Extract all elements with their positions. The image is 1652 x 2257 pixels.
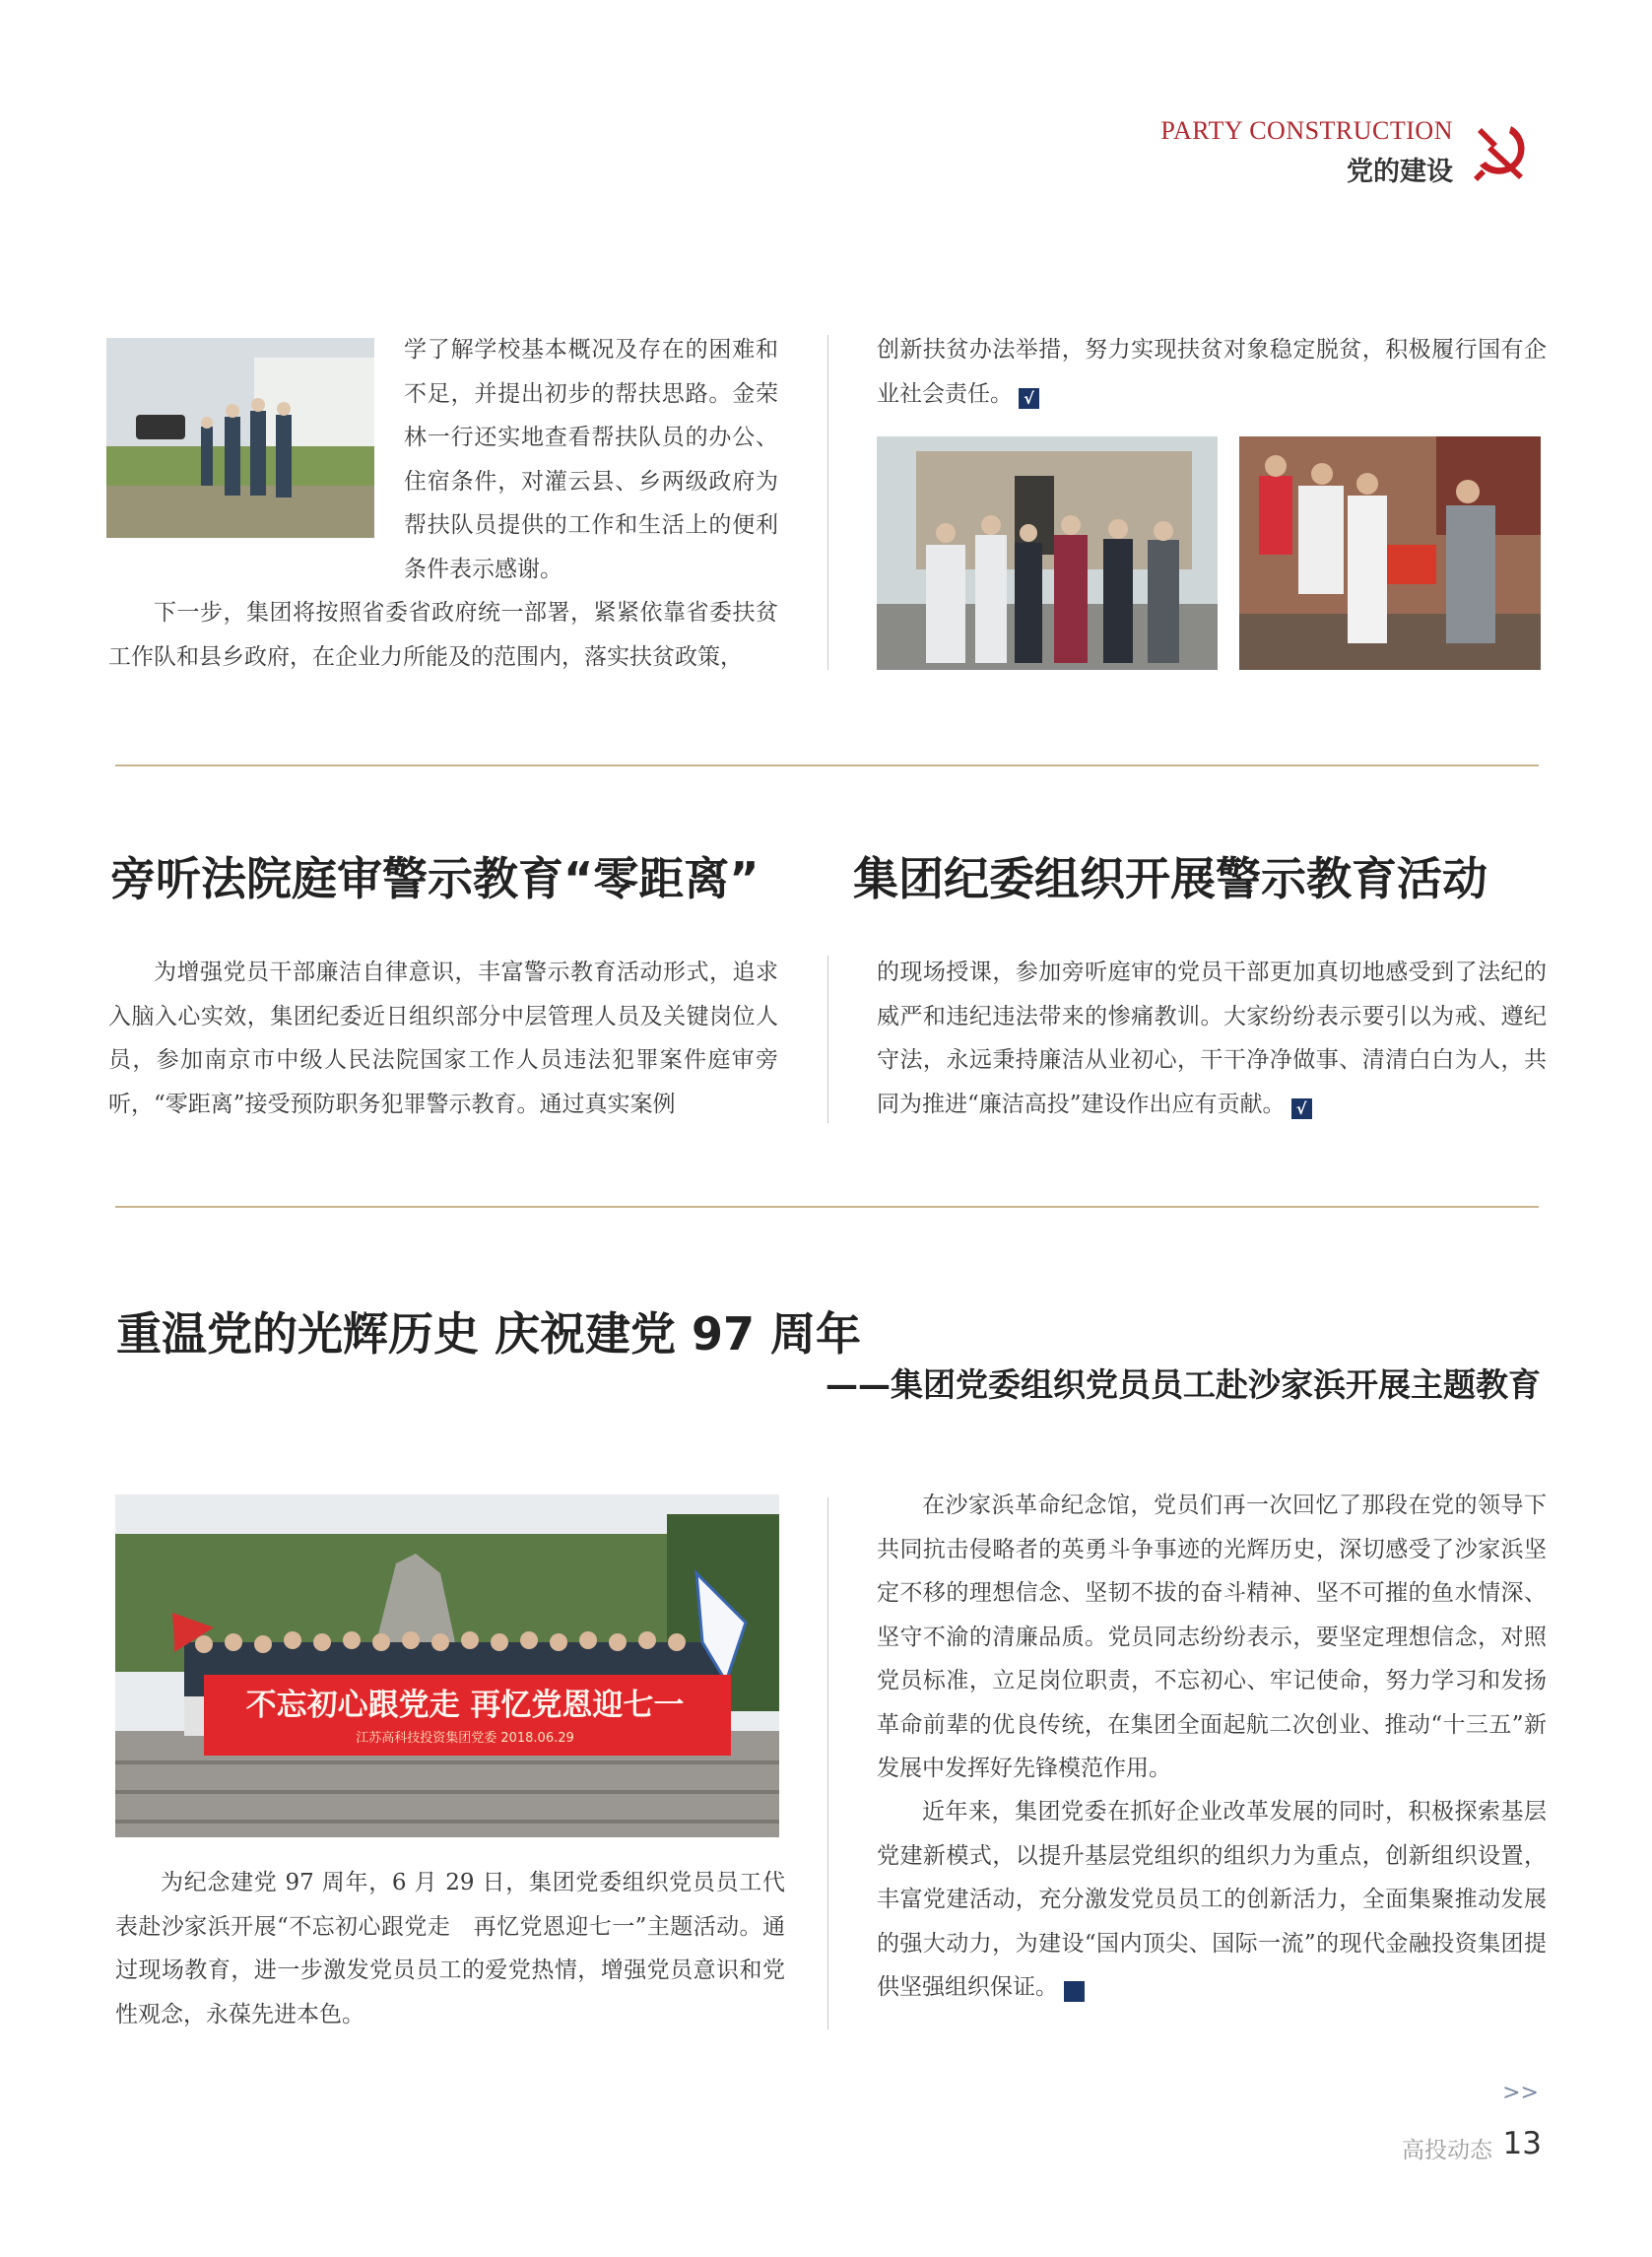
photo-village-visit-group bbox=[877, 436, 1218, 670]
banner-signature: 江苏高科技投资集团党委 2018.06.29 bbox=[356, 1731, 574, 1746]
article2-right-paragraph: 的现场授课，参加旁听庭审的党员干部更加真切地感受到了法纪的威严和违纪违法带来的惨痛教训。大家纷纷表示要引以为戒、遵纪守法，永远秉持廉洁从业初心，干干净净做事、清清白白为人，共同为推进“廉洁高投”建设作出应有贡献。 √ bbox=[877, 960, 1547, 1118]
article3-subtitle: ——集团党委组织党员员工赴沙家浜开展主题教育 bbox=[826, 1365, 1541, 1404]
article2-title-right: 集团纪委组织开展警示教育活动 bbox=[853, 852, 1487, 905]
article3-title: 重温党的光辉历史 庆祝建党 97 周年 bbox=[116, 1307, 862, 1361]
photo-shajiabang-group bbox=[115, 1494, 779, 1837]
banner-slogan: 不忘初心跟党走 再忆党恩迎七一 bbox=[245, 1688, 685, 1723]
article1-left-paragraph-2: 下一步，集团将按照省委省政府统一部署，紧紧依靠省委扶贫工作队和县乡政府，在企业力所能及的范围内，落实扶贫政策， bbox=[108, 600, 778, 670]
article3-right-paragraph-1: 在沙家浜革命纪念馆，党员们再一次回忆了那段在党的领导下共同抗击侵略者的英勇斗争事迹的光辉历史，深切感受了沙家浜坚定不移的理想信念、坚韧不拔的奋斗精神、坚不可摧的鱼水情深、坚守不渝的清廉品质。党员同志纷纷表示，要坚定理想信念，对照党员标准，立足岗位职责，不忘初心、牢记使命，努力学习和发扬革命前辈的优良传统，在集团全面起航二次创业、推动“十三五”新发展中发挥好先锋模范作用。 bbox=[877, 1493, 1547, 1781]
article3-left-paragraph: 为纪念建党 97 周年，6 月 29 日，集团党委组织党员员工代表赴沙家浜开展“不忘初心跟党走 再忆党恩迎七一”主题活动。通过现场教育，进一步激发党员员工的爱党热情，增强党员意识和党性观念，永葆先进本色。 bbox=[115, 1870, 785, 2027]
next-page-arrow[interactable]: >> bbox=[1502, 2081, 1539, 2105]
section-divider bbox=[115, 764, 1539, 766]
section-title-en: PARTY CONSTRUCTION bbox=[1160, 116, 1453, 145]
end-mark-icon: √ bbox=[1064, 1981, 1085, 2002]
hammer-sickle-icon bbox=[1468, 116, 1537, 185]
photo-school-visit bbox=[106, 338, 374, 538]
section-divider bbox=[115, 1206, 1539, 1208]
page-number: 13 bbox=[1502, 2126, 1542, 2161]
article3-right-paragraph-2: 近年来，集团党委在抓好企业改革发展的同时，积极探索基层党建新模式，以提升基层党组织的组织力为重点，创新组织设置，丰富党建活动，充分激发党员员工的创新活力，全面集聚推动发展的强大动力，为建设“国内顶尖、国际一流”的现代金融投资集团提供坚强组织保证。 √ bbox=[877, 1799, 1547, 2001]
column-divider bbox=[827, 335, 828, 670]
article1-right-paragraph: 创新扶贫办法举措，努力实现扶贫对象稳定脱贫，积极履行国有企业社会责任。 √ bbox=[877, 337, 1547, 408]
end-mark-icon: √ bbox=[1019, 388, 1039, 409]
article1-left-paragraph-1: 学了解学校基本概况及存在的困难和不足，并提出初步的帮扶思路。金荣林一行还实地查看帮扶队员的办公、住宿条件，对灌云县、乡两级政府为帮扶队员提供的工作和生活上的便利条件表示感谢。 bbox=[404, 337, 778, 582]
column-divider bbox=[827, 1497, 828, 2029]
magazine-name: 高投动态 bbox=[1402, 2138, 1492, 2163]
end-mark-icon: √ bbox=[1291, 1098, 1312, 1119]
article2-left-paragraph: 为增强党员干部廉洁自律意识，丰富警示教育活动形式，追求入脑入心实效，集团纪委近日组织部分中层管理人员及关键岗位人员，参加南京市中级人民法院国家工作人员违法犯罪案件庭审旁听，“零距离”接受预防职务犯罪警示教育。通过真实案例 bbox=[108, 960, 778, 1117]
photo-village-visit-gift bbox=[1239, 436, 1541, 670]
section-title-cn: 党的建设 bbox=[1347, 157, 1453, 187]
column-divider bbox=[827, 956, 828, 1123]
article2-title-left: 旁听法院庭审警示教育“零距离” bbox=[110, 852, 760, 905]
